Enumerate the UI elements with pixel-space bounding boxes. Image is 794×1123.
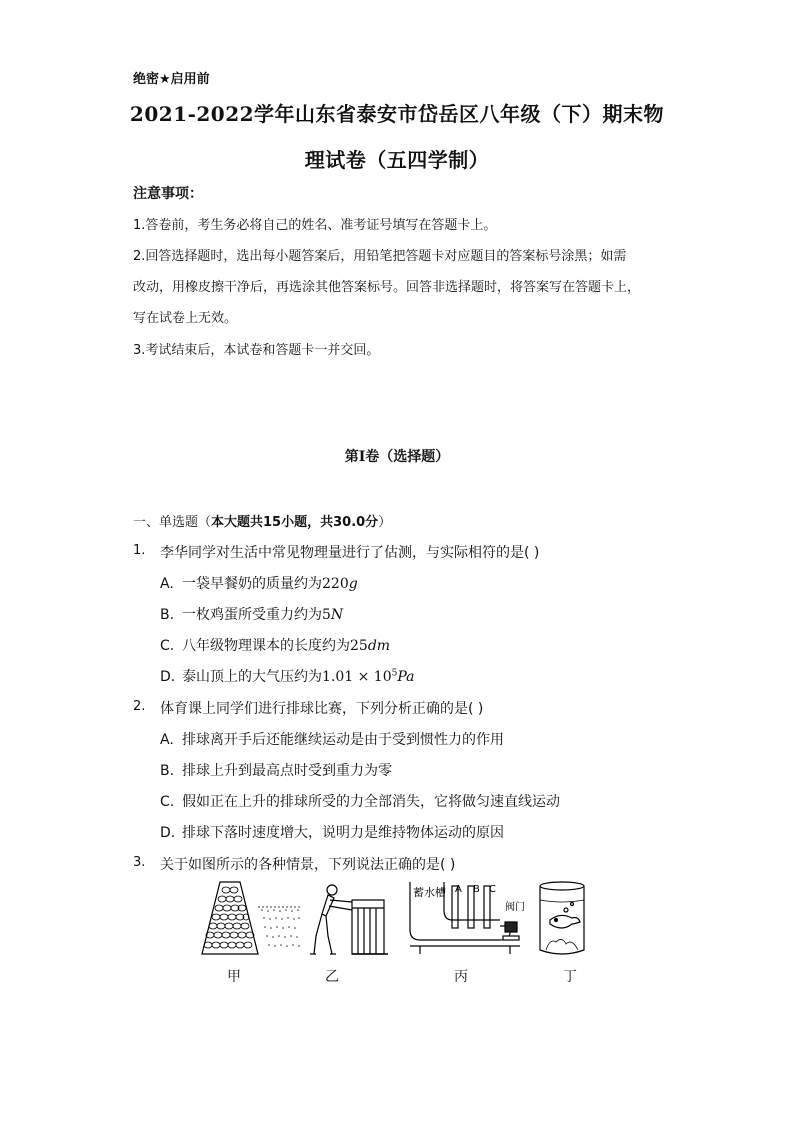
question-stem: 李华同学对生活中常见物理量进行了估测，与实际相符的是( ) bbox=[160, 545, 540, 561]
figure-label-yi: 乙 bbox=[325, 969, 339, 985]
figure-label-jia: 甲 bbox=[227, 969, 241, 985]
option-d: D. 泰山顶上的大气压约为$1.01 \times 10^5Pa$ bbox=[160, 668, 415, 685]
question-number: 2. bbox=[133, 699, 146, 714]
option-b: B. 一枚鸡蛋所受重力约为5N bbox=[160, 607, 344, 623]
notice-line: 2.回答选择题时，选出每小题答案后，用铅笔把答题卡对应题目的答案标号涂黑；如需 bbox=[133, 249, 627, 264]
section-title: 第I卷（选择题） bbox=[344, 449, 450, 465]
dam-illustration bbox=[202, 882, 300, 954]
exam-title-line1: 2021-2022学年山东省泰安市岱岳区八年级（下）期末物 bbox=[129, 102, 665, 126]
notice-line: 3.考试结束后，本试卷和答题卡一并交回。 bbox=[133, 343, 380, 358]
option-a: A. 排球离开手后还能继续运动是由于受到惯性力的作用 bbox=[160, 732, 504, 748]
svg-text:C: C bbox=[489, 884, 496, 895]
question-number: 1. bbox=[133, 543, 146, 558]
notice-line: 写在试卷上无效。 bbox=[133, 311, 238, 326]
figure-label-bing: 丙 bbox=[454, 969, 468, 985]
svg-text:A: A bbox=[455, 884, 462, 895]
question-number: 3. bbox=[133, 855, 146, 870]
option-d: D. 排球下落时速度增大，说明力是维持物体运动的原因 bbox=[160, 825, 504, 841]
figure-label-ding: 丁 bbox=[563, 969, 577, 985]
option-a: A. 一袋早餐奶的质量约为220g bbox=[160, 576, 358, 592]
part-heading: 一、单选题（本大题共15小题，共30.0分） bbox=[133, 515, 392, 530]
question-stem: 关于如图所示的各种情景，下列说法正确的是( ) bbox=[160, 857, 456, 873]
question-stem: 体育课上同学们进行排球比赛，下列分析正确的是( ) bbox=[160, 701, 484, 717]
exam-title-line2: 理试卷（五四学制） bbox=[304, 148, 490, 172]
notice-line: 1.答卷前，考生务必将自己的姓名、准考证号填写在答题卡上。 bbox=[133, 218, 497, 233]
option-b: B. 排球上升到最高点时受到重力为零 bbox=[160, 763, 392, 779]
notice-line: 改动，用橡皮擦干净后，再选涂其他答案标号。回答非选择题时，将答案写在答题卡上， bbox=[133, 280, 641, 295]
reservoir-tubes-illustration bbox=[410, 882, 525, 954]
option-c: C. 假如正在上升的排球所受的力全部消失，它将做匀速直线运动 bbox=[160, 794, 560, 810]
fish-jar-illustration bbox=[540, 882, 584, 954]
question-figure bbox=[200, 880, 600, 960]
option-c: C. 八年级物理课本的长度约为25dm bbox=[160, 638, 391, 654]
svg-text:B: B bbox=[473, 884, 480, 895]
notice-heading: 注意事项： bbox=[133, 186, 203, 202]
person-pushing-box-illustration bbox=[310, 885, 388, 954]
svg-text:阀门: 阀门 bbox=[505, 902, 525, 913]
secret-mark: 绝密★启用前 bbox=[133, 72, 210, 87]
svg-text:蓄水槽: 蓄水槽 bbox=[413, 886, 446, 899]
